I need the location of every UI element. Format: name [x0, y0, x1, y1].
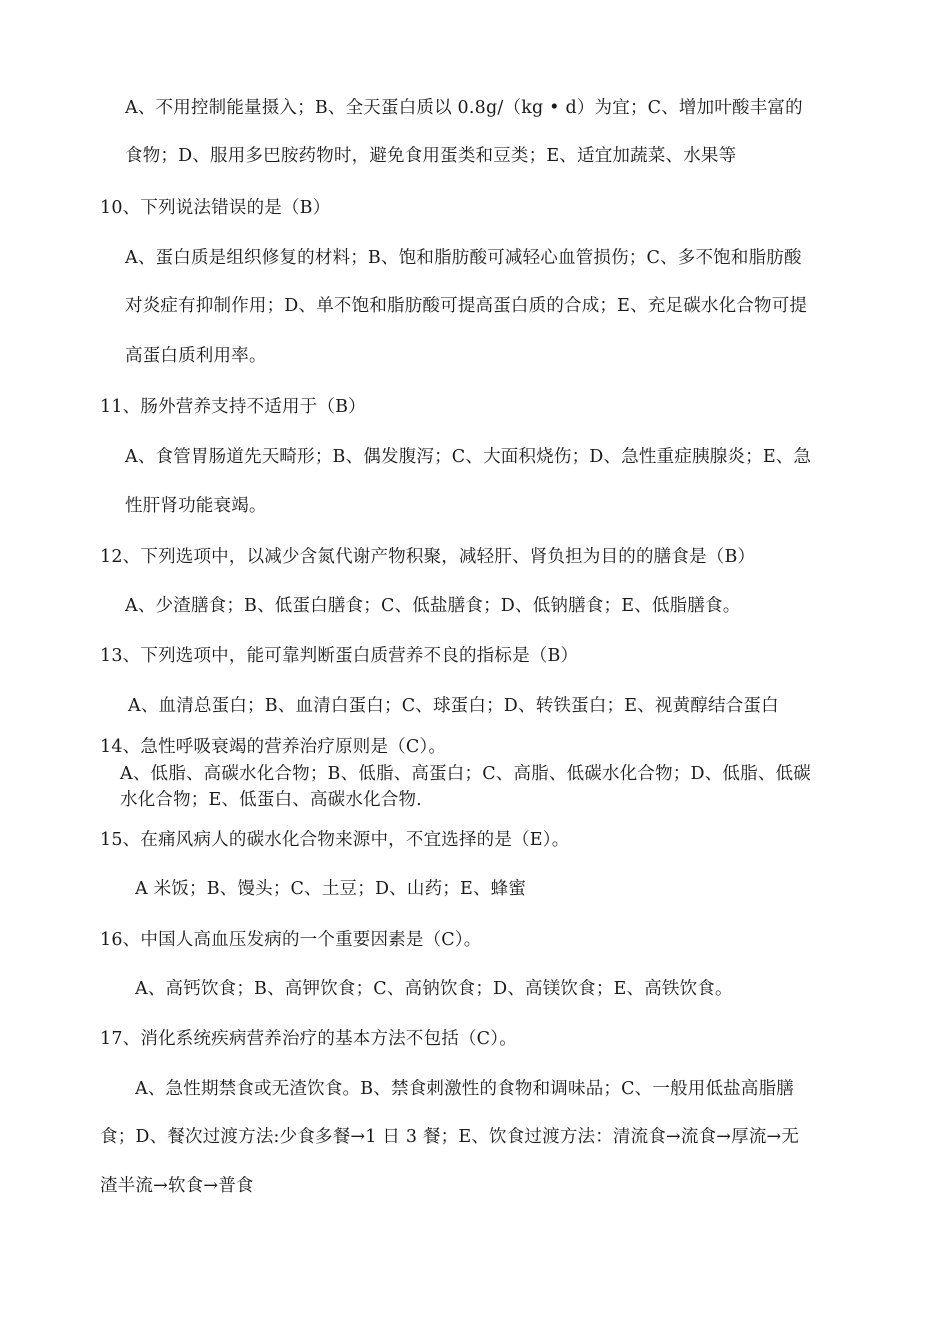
- q10-options-line-2: 对炎症有抑制作用；D、单不饱和脂肪酸可提高蛋白质的合成；E、充足碳水化合物可提: [125, 296, 808, 316]
- q16-options: A、高钙饮食；B、高钾饮食；C、高钠饮食；D、高镁饮食；E、高铁饮食。: [135, 979, 733, 999]
- q13-question: 13、下列选项中，能可靠判断蛋白质营养不良的指标是（B）: [100, 646, 579, 666]
- q14-question: 14、急性呼吸衰竭的营养治疗原则是（C）。: [100, 737, 447, 757]
- q15-question: 15、在痛风病人的碳水化合物来源中，不宜选择的是（E）。: [100, 830, 570, 850]
- q14-options-line-2: 水化合物；E、低蛋白、高碳水化合物.: [120, 790, 422, 810]
- q14-options-line-1: A、低脂、高碳水化合物；B、低脂、高蛋白；C、高脂、低碳水化合物；D、低脂、低碳: [120, 764, 811, 784]
- q16-question: 16、中国人高血压发病的一个重要因素是（C）。: [100, 930, 482, 950]
- q12-question: 12、下列选项中，以减少含氮代谢产物积聚，减轻肝、肾负担为目的的膳食是（B）: [100, 547, 756, 567]
- q11-question: 11、肠外营养支持不适用于（B）: [100, 397, 366, 417]
- q15-options: A 米饭；B、馒头；C、土豆；D、山药；E、蜂蜜: [135, 879, 527, 899]
- q11-options-line-1: A、食管胃肠道先天畸形；B、偶发腹泻；C、大面积烧伤；D、急性重症胰腺炎；E、急: [125, 447, 812, 467]
- q12-options: A、少渣膳食；B、低蛋白膳食；C、低盐膳食；D、低钠膳食；E、低脂膳食。: [125, 596, 741, 616]
- q17-options-line-3: 渣半流→软食→普食: [100, 1176, 254, 1196]
- q17-options-line-2: 食；D、餐次过渡方法:少食多餐→1 日 3 餐；E、饮食过渡方法：清流食→流食→厚流→无: [100, 1127, 800, 1147]
- q9-options-line-1: A、不用控制能量摄入；B、全天蛋白质以 0.8g/（kg • d）为宜；C、增加叶酸丰富的: [125, 98, 803, 118]
- q17-options-line-1: A、急性期禁食或无渣饮食。B、禁食刺激性的食物和调味品；C、一般用低盐高脂膳: [135, 1079, 794, 1099]
- q11-options-line-2: 性肝肾功能衰竭。: [125, 496, 267, 516]
- q10-question: 10、下列说法错误的是（B）: [100, 198, 331, 218]
- q10-options-line-3: 高蛋白质利用率。: [125, 346, 267, 366]
- q9-options-line-2: 食物；D、服用多巴胺药物时，避免食用蛋类和豆类；E、适宜加蔬菜、水果等: [125, 146, 737, 166]
- q13-options: A、血清总蛋白；B、血清白蛋白；C、球蛋白；D、转铁蛋白；E、视黄醇结合蛋白: [128, 696, 779, 716]
- q17-question: 17、消化系统疾病营养治疗的基本方法不包括（C）。: [100, 1029, 517, 1049]
- q10-options-line-1: A、蛋白质是组织修复的材料；B、饱和脂肪酸可减轻心血管损伤；C、多不饱和脂肪酸: [125, 248, 802, 268]
